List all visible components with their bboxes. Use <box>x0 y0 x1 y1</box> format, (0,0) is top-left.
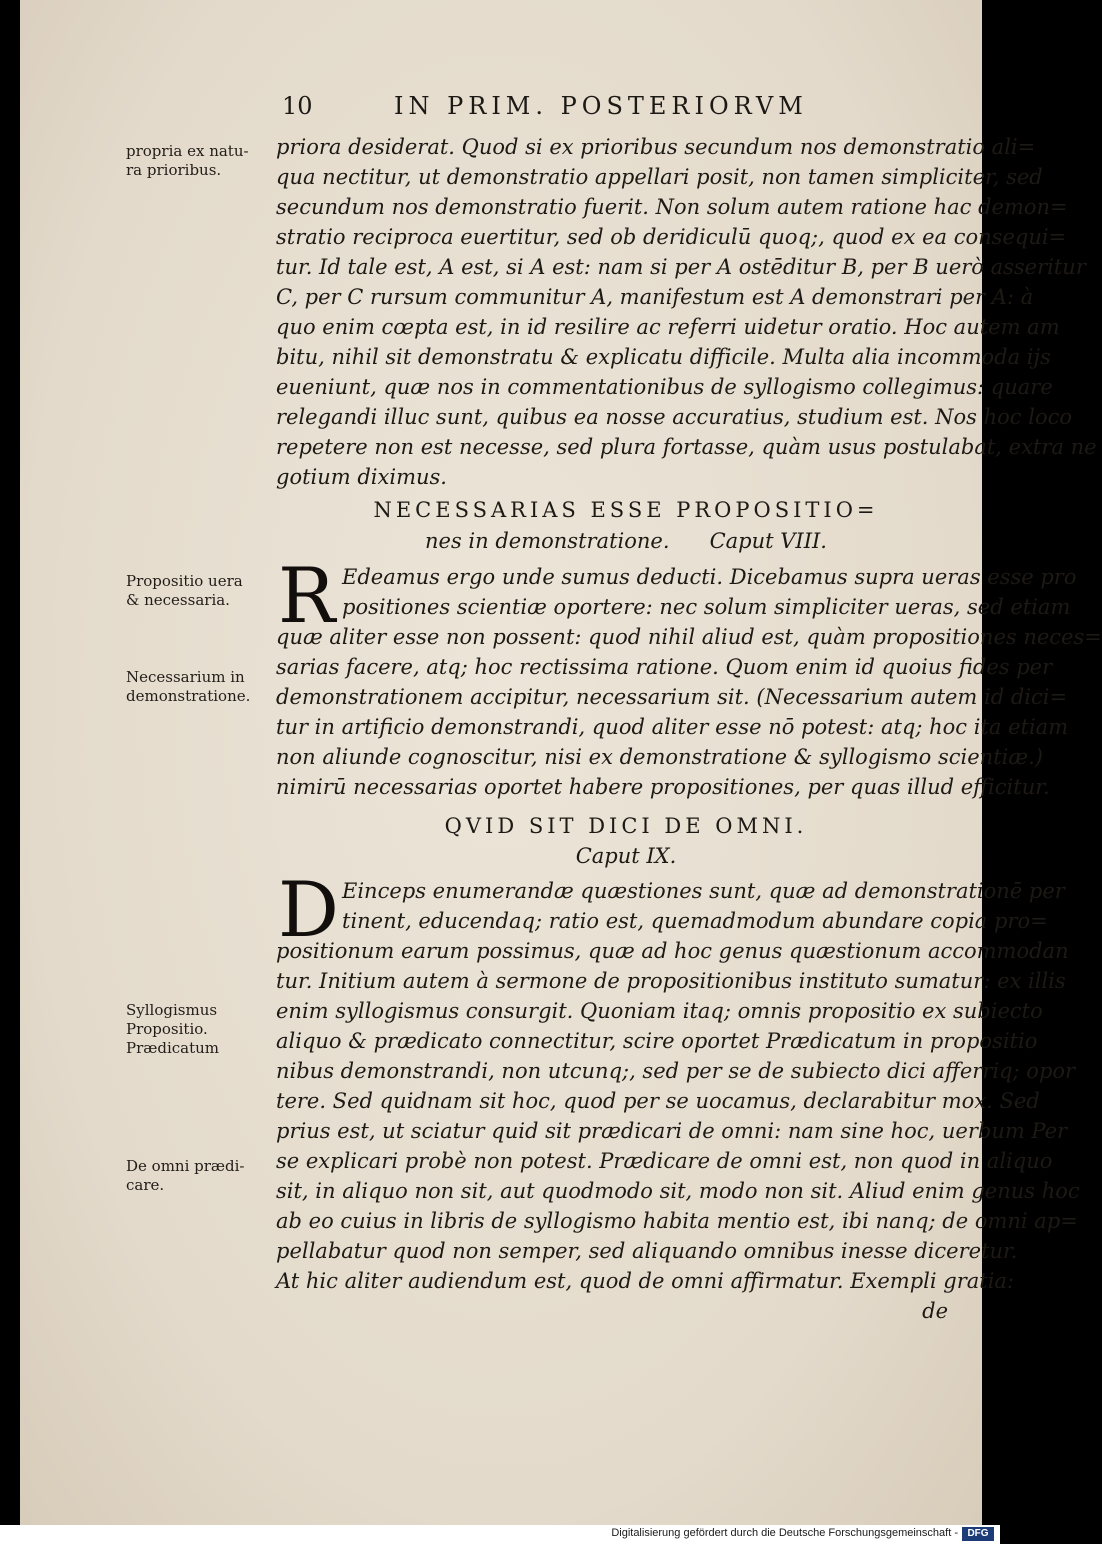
margin-note-line: & necessaria. <box>126 591 230 609</box>
chapter-heading: NECESSARIAS ESSE PROPOSITIO= <box>373 498 879 522</box>
margin-note-line: Prædicatum <box>126 1039 220 1057</box>
text-line: tur. Initium autem à sermone de propositionibus instituto sumatur: ex illis <box>276 969 1066 993</box>
book-page <box>20 0 1102 1525</box>
text-line: nimirū necessarias oportet habere propositiones, per quas illud efficitur. <box>276 775 1050 799</box>
drop-capital: R <box>278 551 336 640</box>
text-line: stratio reciproca euertitur, sed ob deridiculū quoq;, quod ex ea consequi= <box>276 225 1067 249</box>
text-line: gotium diximus. <box>276 465 447 489</box>
text-line: positionum earum possimus, quæ ad hoc genus quæstionum accommodan <box>276 939 1069 963</box>
text-line: sit, in aliquo non sit, aut quodmodo sit, modo non sit. Aliud enim genus hoc <box>276 1179 1080 1203</box>
text-line: tere. Sed quidnam sit hoc, quod per se uocamus, declarabitur mox. Sed <box>276 1089 1040 1113</box>
chapter-label: Caput VIII. <box>709 529 827 553</box>
page-header <box>282 92 922 122</box>
text-line: positiones scientiæ oportere: nec solum simpliciter ueras, sed etiam <box>342 595 1071 619</box>
margin-note <box>126 572 286 610</box>
chapter-subtitle: nes in demonstratione. <box>425 529 670 553</box>
page-number: 10 <box>282 92 313 120</box>
margin-note-line: Necessarium in <box>126 668 245 686</box>
text-line: tur in artificio demonstrandi, quod aliter esse nō potest: atq; hoc ita etiam <box>276 715 1069 739</box>
text-line: quo enim cœpta est, in id resilire ac referri uidetur oratio. Hoc autem am <box>276 315 1060 339</box>
text-line: Edeamus ergo unde sumus deducti. Dicebamus supra ueras esse pro <box>342 565 1077 589</box>
chapter-label-text: Caput IX. <box>575 844 677 868</box>
catchword: de <box>922 1299 948 1323</box>
text-line: bitu, nihil sit demonstratu & explicatu difficile. Multa alia incommoda ijs <box>276 345 1051 369</box>
text-line: aliquo & prædicato connectitur, scire oportet Prædicatum in propositio <box>276 1029 1038 1053</box>
margin-note-line: Propositio uera <box>126 572 243 590</box>
chapter-heading: QVID SIT DICI DE OMNI. <box>444 814 808 838</box>
text-line: non aliunde cognoscitur, nisi ex demonstratione & syllogismo scientiæ.) <box>276 745 1043 769</box>
text-line: tinent, educendaq; ratio est, quemadmodum abundare copia pro= <box>342 909 1048 933</box>
margin-note <box>126 142 286 180</box>
text-line: prius est, ut sciatur quid sit prædicari de omni: nam sine hoc, uerbum Per <box>276 1119 1068 1143</box>
text-line: ab eo cuius in libris de syllogismo habita mentio est, ibi nanq; de omni ap= <box>276 1209 1078 1233</box>
text-line: enim syllogismus consurgit. Quoniam itaq; omnis propositio ex subiecto <box>276 999 1043 1023</box>
text-line: secundum nos demonstratio fuerit. Non solum autem ratione hac demon= <box>276 195 1068 219</box>
text-line: eueniunt, quæ nos in commentationibus de syllogismo collegimus: quare <box>276 375 1053 399</box>
margin-note-line: propria ex natu- <box>126 142 249 160</box>
text-line: repetere non est necesse, sed plura fortasse, quàm usus postulabat, extra ne <box>276 435 1097 459</box>
text-line: quæ aliter esse non possent: quod nihil aliud est, quàm propositiones neces= <box>276 625 1102 649</box>
text-line: At hic aliter audiendum est, quod de omni affirmatur. Exempli gratia: <box>276 1269 1015 1293</box>
margin-note-line: Propositio. <box>126 1020 208 1038</box>
drop-capital: D <box>278 865 339 954</box>
dfg-logo: DFG <box>962 1527 994 1541</box>
margin-note <box>126 668 286 706</box>
chapter-subheading <box>276 525 976 557</box>
margin-note-line: demonstratione. <box>126 687 251 705</box>
margin-note <box>126 1001 286 1058</box>
text-line: tur. Id tale est, A est, si A est: nam si per A ostēditur B, per B uerò asseritur <box>276 255 1086 279</box>
margin-note-line: care. <box>126 1176 165 1194</box>
text-line: priora desiderat. Quod si ex prioribus secundum nos demonstratio ali= <box>276 135 1036 159</box>
chapter-label <box>276 840 976 872</box>
text-line: demonstrationem accipitur, necessarium sit. (Necessarium autem id dici= <box>276 685 1068 709</box>
text-line: qua nectitur, ut demonstratio appellari posit, non tamen simpliciter, sed <box>276 165 1043 189</box>
footer-strip <box>0 1525 1000 1544</box>
text-line: relegandi illuc sunt, quibus ea nosse accuratius, studium est. Nos hoc loco <box>276 405 1072 429</box>
text-line: Einceps enumerandæ quæstiones sunt, quæ ad demonstrationē per <box>342 879 1065 903</box>
margin-note <box>126 1157 286 1195</box>
text-line: pellabatur quod non semper, sed aliquando omnibus inesse diceretur. <box>276 1239 1018 1263</box>
running-title: IN PRIM. POSTERIORVM <box>394 92 808 120</box>
text-line: sarias facere, atq; hoc rectissima ratione. Quom enim id quoius fides per <box>276 655 1053 679</box>
margin-note-line: De omni prædi- <box>126 1157 245 1175</box>
text-line: se explicari probè non potest. Prædicare de omni est, non quod in aliquo <box>276 1149 1053 1173</box>
margin-note-line: Syllogismus <box>126 1001 218 1019</box>
text-line: C, per C rursum communitur A, manifestum est A demonstrari per A: à <box>276 285 1034 309</box>
digitization-credit: Digitalisierung gefördert durch die Deutsche Forschungsgemeinschaft - <box>611 1527 958 1539</box>
margin-note-line: ra prioribus. <box>126 161 222 179</box>
text-line: nibus demonstrandi, non utcunq;, sed per se de subiecto dici afferriq; opor <box>276 1059 1076 1083</box>
